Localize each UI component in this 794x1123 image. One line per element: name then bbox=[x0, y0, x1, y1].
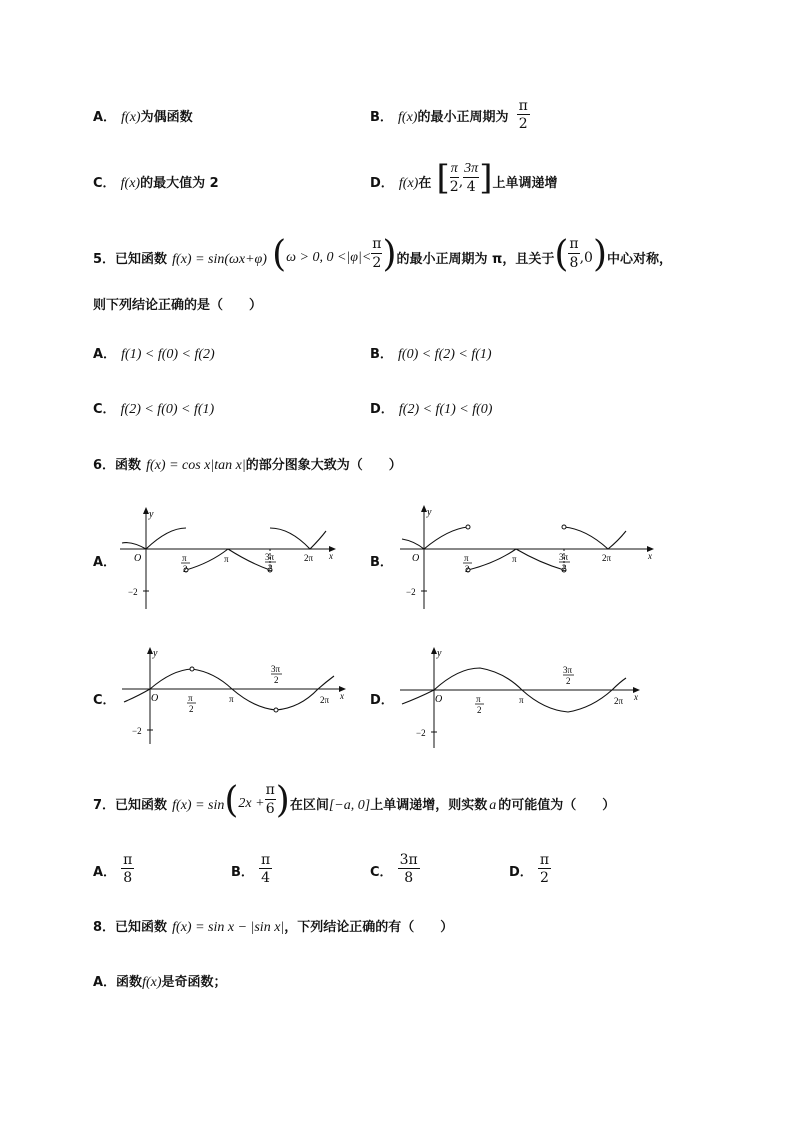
tick-label-pi: π bbox=[512, 554, 517, 564]
stem-text: 在区间 bbox=[289, 798, 329, 813]
math-variable: a bbox=[489, 798, 497, 813]
stem-text: ，下列结论正确的有（ ） bbox=[284, 920, 454, 935]
bracket-right: ] bbox=[479, 158, 493, 198]
fraction-denominator: 4 bbox=[261, 870, 271, 886]
tick-label-pi-half-den: 2 bbox=[183, 564, 188, 574]
fraction-numerator: π bbox=[450, 161, 458, 176]
math-expression: f(x) = sin x − |sin x| bbox=[172, 920, 285, 935]
q7-option-c[interactable] bbox=[370, 852, 420, 887]
paren-right: ) bbox=[592, 234, 607, 275]
option-text: 上单调递增 bbox=[492, 176, 558, 191]
stem-text: 的最小正周期为 π，且关于 bbox=[396, 252, 555, 267]
math-expression: f(x) bbox=[398, 176, 419, 191]
y-axis-label: y bbox=[149, 509, 154, 520]
stem-text: 8．已知函数 bbox=[93, 920, 168, 935]
math-expression: f(x) = sin bbox=[172, 798, 225, 813]
fraction-numerator: π bbox=[518, 98, 528, 114]
q5-option-a[interactable] bbox=[93, 343, 215, 363]
tick-label-pi-half-den: 2 bbox=[189, 704, 194, 714]
x-axis-label: x bbox=[648, 551, 652, 561]
fraction bbox=[398, 852, 420, 887]
fraction-denominator: 6 bbox=[265, 801, 275, 817]
q4-option-a[interactable] bbox=[93, 106, 193, 126]
option-letter: C． bbox=[370, 865, 393, 880]
tick-label-pi-half-num: π bbox=[182, 553, 187, 563]
q8-stem bbox=[93, 916, 453, 936]
fraction-denominator: 2 bbox=[449, 179, 459, 195]
stem-text: 中心对称， bbox=[607, 252, 673, 267]
stem-text: 7．已知函数 bbox=[93, 798, 168, 813]
stem-text: 的可能值为（ ） bbox=[498, 798, 616, 813]
option-text: 是奇函数； bbox=[161, 975, 227, 990]
option-letter: C． bbox=[93, 402, 116, 417]
option-letter: A． bbox=[93, 110, 117, 125]
graph-d[interactable] bbox=[396, 646, 646, 750]
tick-label-pi: π bbox=[229, 694, 234, 704]
tick-label-neg-two: −2 bbox=[128, 587, 138, 597]
q5-option-b[interactable] bbox=[370, 343, 492, 363]
paren-left: ( bbox=[272, 234, 287, 275]
graph-b[interactable] bbox=[390, 503, 660, 613]
fraction-denominator: 2 bbox=[540, 870, 549, 886]
fraction bbox=[450, 160, 459, 196]
x-axis-label: x bbox=[340, 691, 344, 701]
fraction-denominator: 2 bbox=[372, 255, 382, 271]
paren-left: ( bbox=[554, 234, 569, 275]
tick-label-three-pi-num: 3π bbox=[271, 664, 281, 674]
tick-label-neg-two: −2 bbox=[416, 728, 426, 738]
fraction bbox=[568, 236, 579, 272]
graph-letter-a[interactable]: A． bbox=[93, 555, 117, 570]
math-expression: ,0 bbox=[579, 250, 593, 266]
tick-label-three-pi-den: 2 bbox=[562, 563, 567, 573]
bracket-left: [ bbox=[436, 158, 450, 198]
fraction bbox=[371, 236, 382, 272]
option-text: 在 bbox=[418, 176, 432, 191]
q5-stem bbox=[93, 236, 672, 274]
paren-left: ( bbox=[224, 780, 239, 821]
q5-option-c[interactable] bbox=[93, 398, 214, 418]
fraction-numerator: π bbox=[539, 852, 550, 868]
math-expression: [−a, 0] bbox=[328, 798, 371, 813]
math-expression: f(2) < f(1) < f(0) bbox=[398, 402, 493, 417]
math-expression: f(2) < f(0) < f(1) bbox=[120, 402, 215, 417]
tick-label-pi: π bbox=[224, 554, 229, 564]
q7-option-a[interactable] bbox=[93, 852, 134, 887]
fraction-numerator: π bbox=[265, 782, 275, 798]
y-axis-label: y bbox=[153, 648, 158, 659]
tick-label-three-pi-den: 2 bbox=[274, 675, 279, 685]
q7-stem bbox=[93, 782, 615, 820]
tick-label-two-pi: 2π bbox=[614, 696, 624, 706]
option-text: 的最小正周期为 bbox=[417, 110, 509, 125]
fraction bbox=[265, 782, 276, 818]
tick-label-three-pi-den: 2 bbox=[268, 563, 273, 573]
tick-label-three-pi-den: 2 bbox=[566, 676, 571, 686]
math-expression: f(1) < f(0) < f(2) bbox=[121, 347, 215, 362]
math-expression: f(x) = cos x|tan x| bbox=[146, 458, 246, 473]
y-axis-label: y bbox=[437, 648, 442, 659]
stem-text: 6．函数 bbox=[93, 458, 142, 473]
q5-stem-line2: 则下列结论正确的是（ ） bbox=[93, 298, 263, 313]
fraction bbox=[259, 852, 272, 887]
math-expression: f(x) bbox=[121, 110, 141, 125]
option-text: 的最大值为 2 bbox=[140, 176, 219, 191]
tick-label-neg-two: −2 bbox=[406, 587, 416, 597]
fraction-numerator: π bbox=[123, 852, 133, 868]
fraction bbox=[517, 98, 530, 133]
paren-right: ) bbox=[382, 234, 397, 275]
q8-option-a[interactable] bbox=[93, 971, 227, 991]
fraction-numerator: π bbox=[569, 236, 579, 252]
tick-label-pi-half-num: π bbox=[476, 694, 481, 704]
q7-option-b[interactable] bbox=[231, 852, 272, 887]
stem-text: 5．已知函数 bbox=[93, 252, 168, 267]
q5-option-d[interactable] bbox=[370, 398, 492, 418]
origin-label: O bbox=[134, 553, 142, 564]
q4-option-d[interactable]: $_{D.}$ $f(x)_在$ [ $\frac{\pi}{2}$ , $\frac{3\pi}{4}$ ]$_{上单调递增}$ bbox=[370, 158, 558, 198]
option-letter: B． bbox=[370, 110, 393, 125]
q7-option-d[interactable] bbox=[509, 852, 551, 887]
origin-label: O bbox=[412, 553, 420, 564]
graph-letter-d[interactable]: D． bbox=[370, 693, 394, 708]
fraction-denominator: 8 bbox=[123, 870, 133, 886]
fraction-denominator: 8 bbox=[569, 255, 579, 271]
math-expression: f(x) bbox=[398, 110, 418, 125]
math-expression: f(0) < f(2) < f(1) bbox=[398, 347, 492, 362]
fraction-numerator: 3π bbox=[399, 852, 418, 868]
fraction-denominator: 4 bbox=[466, 179, 476, 195]
option-letter: D． bbox=[370, 402, 394, 417]
fraction-numerator: π bbox=[261, 852, 271, 868]
fraction-numerator: 3π bbox=[464, 161, 479, 176]
graph-a[interactable] bbox=[110, 505, 340, 613]
tick-label-pi-half-den: 2 bbox=[477, 705, 482, 715]
tick-label-pi: π bbox=[519, 695, 524, 705]
x-axis-label: x bbox=[329, 551, 333, 561]
fraction bbox=[463, 160, 479, 196]
stem-text: 的部分图象大致为（ ） bbox=[245, 458, 402, 473]
tick-label-two-pi: 2π bbox=[304, 553, 314, 563]
option-letter: B． bbox=[370, 347, 393, 362]
math-expression: f(x) bbox=[120, 176, 141, 191]
tick-label-neg-two: −2 bbox=[132, 726, 142, 736]
option-letter: A． bbox=[93, 347, 117, 362]
math-expression: ω > 0, 0 <|φ|< bbox=[286, 250, 372, 265]
tick-label-two-pi: 2π bbox=[602, 553, 612, 563]
fraction-denominator: 2 bbox=[518, 116, 528, 132]
graph-letter-b[interactable]: B． bbox=[370, 555, 393, 570]
option-letter: D． bbox=[370, 176, 394, 191]
q4-option-b[interactable] bbox=[370, 98, 530, 133]
origin-label: O bbox=[151, 693, 159, 704]
tick-label-three-pi-num: 3π bbox=[559, 552, 569, 562]
graph-c[interactable] bbox=[112, 646, 352, 746]
tick-label-pi-half-den: 2 bbox=[465, 564, 470, 574]
math-expression: 2x + bbox=[238, 796, 265, 811]
y-axis-label: y bbox=[427, 507, 432, 518]
tick-label-three-pi-num: 3π bbox=[563, 665, 573, 675]
tick-label-three-pi-num: 3π bbox=[265, 552, 275, 562]
option-letter: A．函数 bbox=[93, 975, 143, 990]
tick-label-two-pi: 2π bbox=[320, 695, 330, 705]
q4-option-c[interactable] bbox=[93, 172, 219, 192]
q6-stem bbox=[93, 454, 402, 474]
math-expression: f(x) = sin(ωx+φ) bbox=[172, 252, 267, 267]
option-letter: C． bbox=[93, 176, 116, 191]
fraction bbox=[538, 852, 551, 887]
fraction-denominator: 8 bbox=[404, 870, 414, 886]
option-text: 为偶函数 bbox=[140, 110, 193, 125]
math-expression: f(x) bbox=[142, 975, 162, 990]
option-letter: D． bbox=[509, 865, 533, 880]
origin-label: O bbox=[435, 694, 443, 705]
option-letter: B． bbox=[231, 865, 254, 880]
fraction-numerator: π bbox=[372, 236, 382, 252]
x-axis-label: x bbox=[634, 692, 638, 702]
tick-label-pi-half-num: π bbox=[464, 553, 469, 563]
stem-text: 上单调递增，则实数 bbox=[370, 798, 488, 813]
graph-letter-c[interactable]: C． bbox=[93, 693, 116, 708]
fraction bbox=[121, 852, 134, 887]
tick-label-pi-half-num: π bbox=[188, 693, 193, 703]
option-letter: A． bbox=[93, 865, 117, 880]
paren-right: ) bbox=[275, 780, 290, 821]
